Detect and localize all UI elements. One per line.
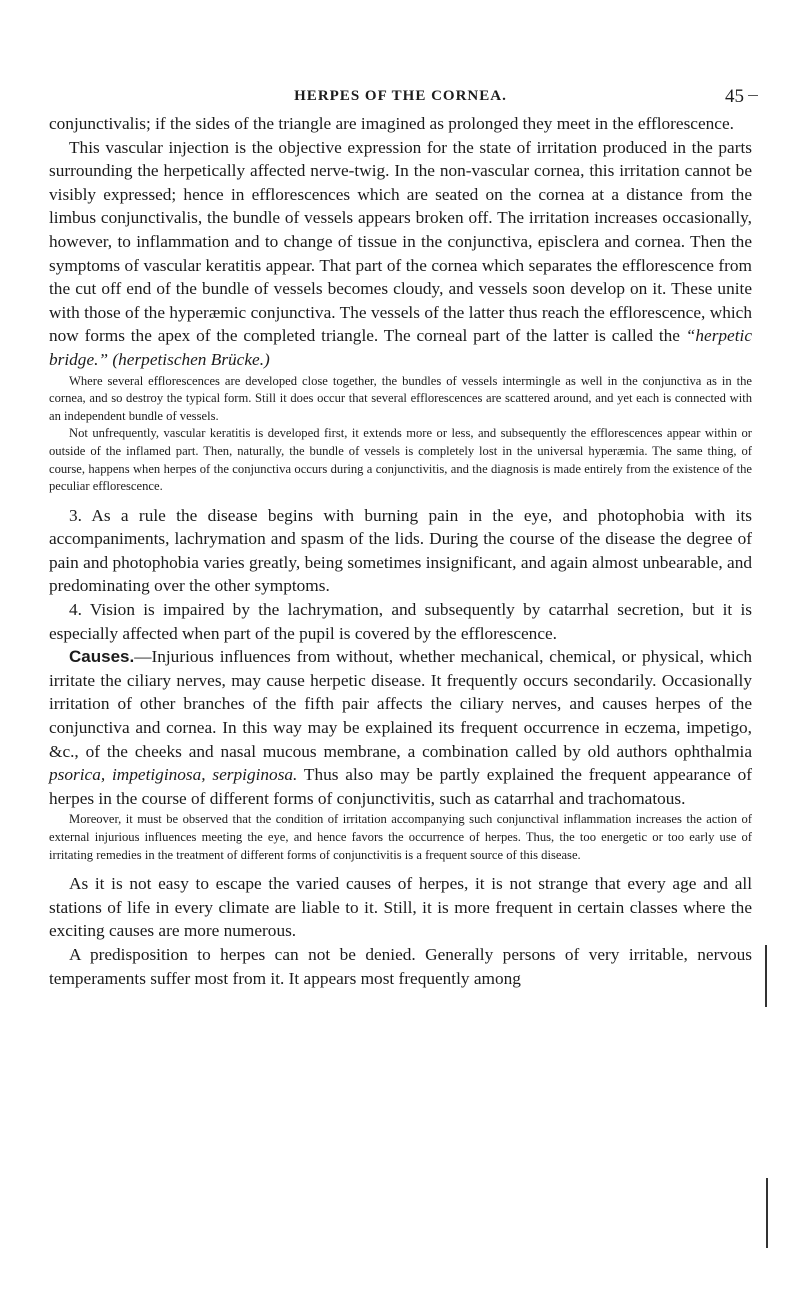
latin-terms: psorica, impetiginosa, serpiginosa. xyxy=(49,765,298,785)
small-note-1: Where several efflorescences are developed close together, the bundles of vessels intermingle as well in the conjunctiva as in the cornea, and so destroy the typical form. Still it does occur that several efflorescences are scattered around, and yet each is connected with an independent bundle of vessels. xyxy=(49,373,752,423)
paragraph-6: As it is not easy to escape the varied causes of herpes, it is not strange that every age and all stations of life in every climate are liable to it. Still, it is more frequent in certain classes where the exciting causes are more numerous. xyxy=(49,874,752,941)
small-note-3: Moreover, it must be observed that the condition of irritation accompanying such conjunctival inflammation increases the action of external injurious influences meeting the eye, and hence favors the occurrence of herpes. Thus, the too energetic or too early use of irritating remedies in the treatment of different forms of conjunctivitis is a frequent source of this disease. xyxy=(49,812,752,862)
paragraph-2-text: This vascular injection is the objective expression for the state of irritation produced in the parts surrounding the herpetically affected nerve-twig. In the non-vascular cornea, this irritation cannot be visibly expressed; hence in efflorescences which are seated on the cornea at a distance from the limbus conjunctivalis, the bundle of vessels appears broken off. The irritation increases occasionally, however, to inflammation and to change of tissue in the conjunctiva, episclera and cornea. Then the symptoms of vascular keratitis appear. That part of the cornea which separates the efflorescence from the cut off end of the bundle of vessels becomes cloudy, and vessels soon develop on it. These unite with those of the hyperæmic conjunctiva. The vessels of the latter thus reach the efflorescence, which now forms the apex of the completed triangle. The corneal part of the latter is called the xyxy=(49,137,752,346)
paragraph-7: A predisposition to herpes can not be denied. Generally persons of very irritable, nervous temperaments suffer most from it. It appears most frequently among xyxy=(49,944,752,988)
causes-text-a: —Injurious influences from without, whether mechanical, chemical, or physical, which irritate the ciliary nerves, may cause herpetic disease. It frequently occurs secondarily. Occasionally irritation of other branches of the fifth pair affects the ciliary nerves, and causes herpes of the conjunctiva and cornea. In this way may be explained its frequent occurrence in eczema, impetigo, &c., of the cheeks and nasal mucous membrane, a combination called by old authors ophthalmia xyxy=(49,647,752,761)
german-term: (herpetischen Brücke.) xyxy=(112,349,270,369)
paragraph-1: conjunctivalis; if the sides of the triangle are imagined as prolonged they meet in the efflorescence. xyxy=(49,114,734,133)
causes-heading: Causes. xyxy=(69,647,135,667)
header-rule xyxy=(748,95,758,96)
margin-mark-3 xyxy=(766,1178,768,1248)
page-header xyxy=(49,88,752,112)
causes-text-b: Thus also may be partly explained the frequent appearance of herpes in the course of different forms of conjunctivitis, such as catarrhal and trachomatous. xyxy=(49,765,752,808)
body-text xyxy=(49,112,752,990)
running-head: HERPES OF THE CORNEA. xyxy=(294,88,507,104)
paragraph-2 xyxy=(49,136,752,372)
paragraph-4: 4. Vision is impaired by the lachrymation, and subsequently by catarrhal secretion, but it is especially affected when part of the pupil is covered by the efflorescence. xyxy=(49,600,752,643)
paragraph-causes xyxy=(49,645,752,810)
book-page xyxy=(49,88,752,990)
page-number: 45 xyxy=(725,86,744,107)
small-note-2: Not unfrequently, vascular keratitis is developed first, it extends more or less, and subsequently the efflorescences appear within or outside of the inflamed part. Then, naturally, the bundle of vessels is completely lost in the universal hyperæmia. The same thing, of course, happens when herpes of the conjunctiva occurs during a conjunctivitis, and the diagnosis is made entirely from the existence of the peculiar efflorescence. xyxy=(49,426,752,494)
herpetic-bridge-term: “herpetic bridge.” xyxy=(49,326,752,369)
paragraph-3: 3. As a rule the disease begins with burning pain in the eye, and photophobia with its accompaniments, lachrymation and spasm of the lids. During the course of the disease the degree of pain and photophobia varies greatly, being sometimes insignificant, and again almost unbearable, and predominating over the other symptoms. xyxy=(49,505,752,596)
margin-mark-1 xyxy=(765,945,767,1007)
